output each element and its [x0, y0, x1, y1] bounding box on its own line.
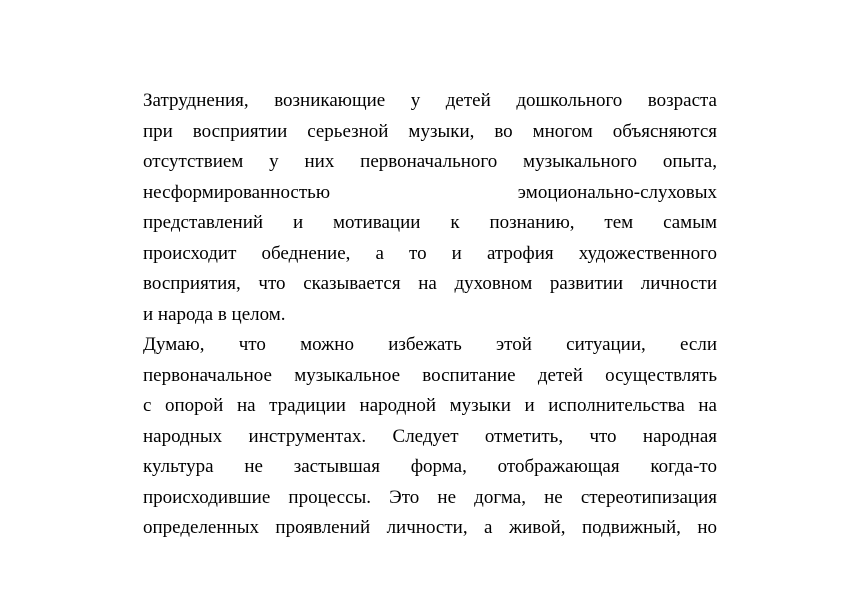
text-line: происходившие процессы. Это не догма, не стереотипизация [143, 486, 717, 508]
text-line: народных инструментах. Следует отметить, что народная [143, 425, 717, 447]
text-line: культура не застывшая форма, отображающая когда-то [143, 456, 717, 477]
paragraph-2 [143, 330, 717, 544]
text-line: при восприятии серьезной музыки, во многом объясняются [143, 120, 717, 142]
text-line: Затруднения, возникающие у детей дошкольного возраста [143, 90, 717, 111]
text-line: восприятия, что сказывается на духовном развитии личности [143, 273, 717, 294]
text-line: несформированностью эмоционально-слуховых [143, 181, 717, 203]
document-text [143, 86, 717, 544]
text-line: Думаю, что можно избежать этой ситуации, если [143, 334, 717, 355]
text-line: происходит обеднение, а то и атрофия художественного [143, 242, 717, 264]
text-line: с опорой на традиции народной музыки и исполнительства на [143, 395, 717, 416]
text-line: отсутствием у них первоначального музыкального опыта, [143, 151, 717, 172]
text-line: определенных проявлений личности, а живой, подвижный, но [143, 517, 717, 538]
text-line: и народа в целом. [143, 303, 286, 325]
paragraph-1 [143, 86, 717, 330]
text-line: первоначальное музыкальное воспитание детей осуществлять [143, 364, 717, 386]
text-line: представлений и мотивации к познанию, тем самым [143, 212, 717, 233]
